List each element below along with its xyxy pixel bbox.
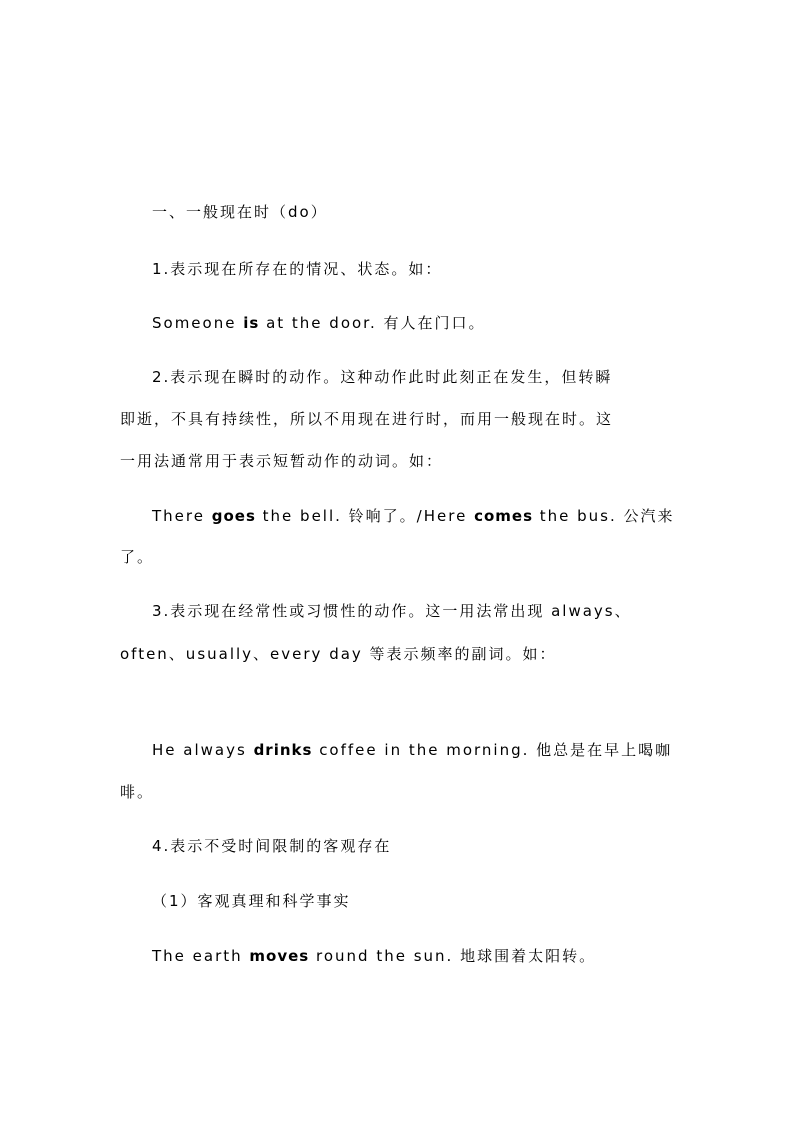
example-verb: comes: [474, 507, 533, 525]
rule-3-example-line-2: [0, 781, 794, 803]
rule-1-text: 1.表示现在所存在的情况、状态。如：: [152, 260, 443, 278]
rule-1-example: [0, 312, 794, 334]
example-text: the bus. 公汽来: [533, 507, 675, 525]
rule-3-text: 3.表示现在经常性或习惯性的动作。这一用法常出现 always、: [152, 602, 632, 620]
example-text: round the sun. 地球围着太阳转。: [309, 947, 597, 965]
rule-4-sub-text: （1）客观真理和科学事实: [152, 892, 351, 910]
rule-3-line-2: [0, 643, 794, 665]
rule-4-sub-1: [0, 890, 794, 912]
rule-2-line-1: [0, 366, 794, 388]
rule-2-line-3: [0, 450, 794, 472]
rule-4-example: [0, 945, 794, 967]
section-heading: [0, 201, 794, 223]
example-verb: moves: [249, 947, 310, 965]
example-text: coffee in the morning. 他总是在早上喝咖: [312, 741, 673, 759]
rule-4-text: 4.表示不受时间限制的客观存在: [152, 837, 392, 855]
section-heading-text: 一、一般现在时（do）: [152, 203, 328, 221]
example-text: The earth: [152, 947, 250, 965]
rule-2-text: 2.表示现在瞬时的动作。这种动作此时此刻正在发生，但转瞬: [152, 368, 613, 386]
example-text: the bell. 铃响了。/Here: [255, 507, 475, 525]
example-text: 啡。: [120, 783, 155, 801]
rule-3-text: often、usually、every day 等表示频率的副词。如：: [120, 645, 557, 663]
rule-4: [0, 835, 794, 857]
rule-1: [0, 258, 794, 280]
rule-2-example-line-2: [0, 546, 794, 568]
example-text: He always: [152, 741, 254, 759]
example-text: at the door. 有人在门口。: [259, 314, 486, 332]
rule-3-example: [0, 739, 794, 761]
example-text: 了。: [120, 548, 155, 566]
rule-3-line-1: [0, 600, 794, 622]
example-text: Someone: [152, 314, 244, 332]
example-verb: drinks: [253, 741, 313, 759]
example-verb: is: [243, 314, 260, 332]
rule-2-text: 一用法通常用于表示短暂动作的动词。如：: [120, 452, 444, 470]
rule-2-text: 即逝，不具有持续性，所以不用现在进行时，而用一般现在时。这: [120, 410, 614, 428]
rule-2-example: [0, 505, 794, 527]
rule-2-line-2: [0, 408, 794, 430]
example-text: There: [152, 507, 212, 525]
example-verb: goes: [211, 507, 256, 525]
